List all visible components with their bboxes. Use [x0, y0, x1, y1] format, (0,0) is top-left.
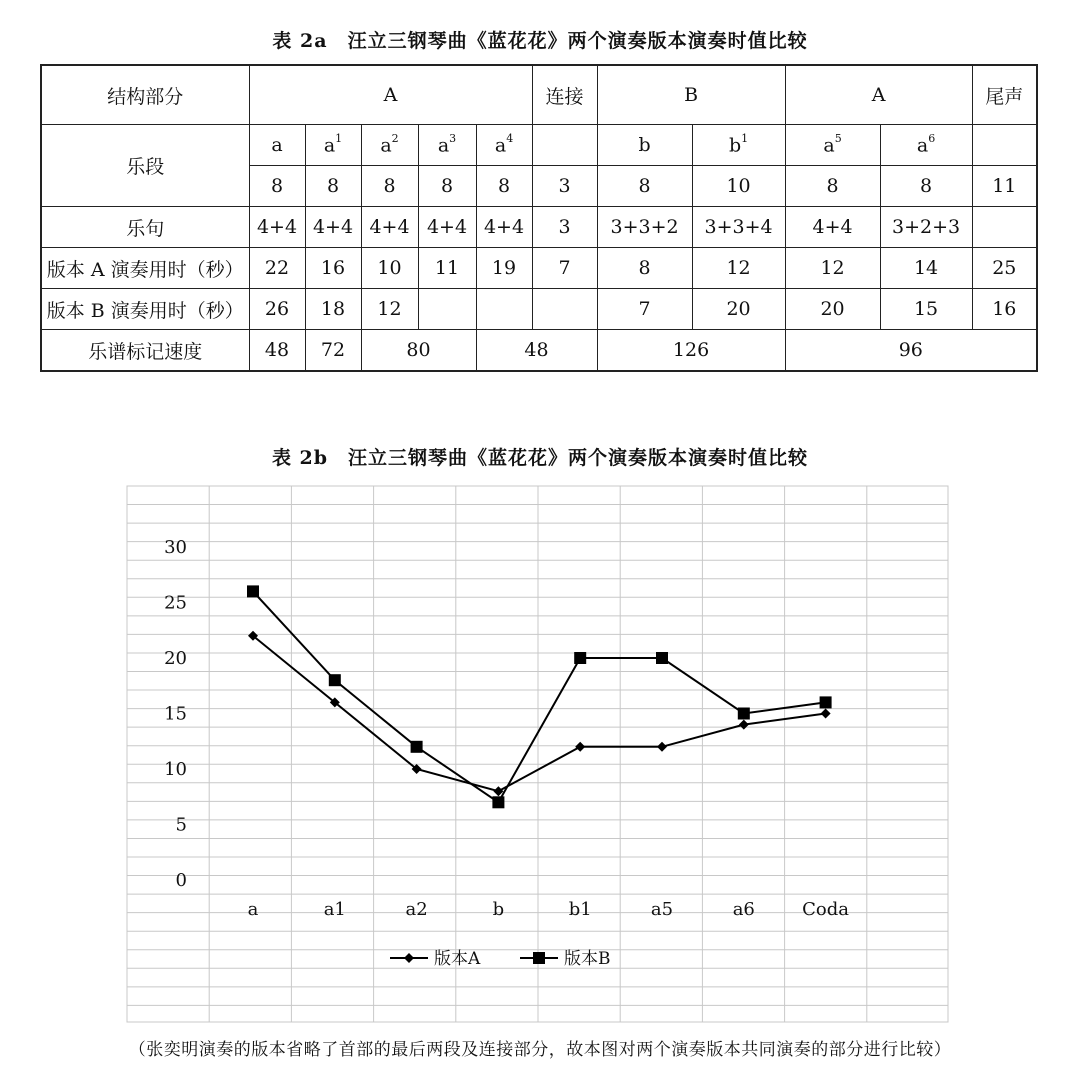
chart-footnote: （张奕明演奏的版本省略了首部的最后两段及连接部分，故本图对两个演奏版本共同演奏的部分进行比较）: [128, 1040, 952, 1060]
version-a-cell: 12: [692, 248, 785, 289]
x-tick-label: Coda: [802, 899, 850, 920]
version-b-cell: [418, 289, 476, 330]
bar-count-cell: 8: [880, 166, 972, 207]
section-cell: [880, 125, 972, 166]
version-b-cell: 20: [692, 289, 785, 330]
square-marker: [411, 741, 423, 753]
section-cell: [361, 125, 418, 166]
phrase-cell: 4+4: [249, 207, 305, 248]
series-line: [253, 591, 826, 802]
y-tick-label: 10: [164, 759, 187, 780]
header-section-b: B: [597, 65, 785, 125]
bar-count-cell: 8: [476, 166, 532, 207]
legend-label: 版本B: [564, 949, 611, 969]
square-marker: [820, 696, 832, 708]
y-tick-label: 0: [175, 870, 187, 891]
section-index: 1: [741, 131, 749, 145]
square-marker: [574, 652, 586, 664]
y-axis-ticks: [164, 537, 187, 891]
x-tick-label: a1: [323, 899, 346, 920]
phrase-cell: 3+2+3: [880, 207, 972, 248]
chart-2b-caption: 表 2b 汪立三钢琴曲《蓝花花》两个演奏版本演奏时值比较: [271, 447, 809, 469]
duration-comparison-table: [40, 64, 1038, 372]
y-tick-label: 15: [164, 703, 187, 725]
y-tick-label: 30: [164, 537, 187, 558]
phrase-cell: 4+4: [785, 207, 880, 248]
section-name: a: [823, 134, 835, 157]
table-row: [41, 207, 1037, 248]
x-tick-label: a5: [650, 899, 674, 920]
y-tick-label: 25: [164, 592, 187, 614]
section-index: 3: [449, 131, 457, 145]
bar-count-cell: 3: [532, 166, 597, 207]
y-tick-label: 5: [175, 814, 187, 836]
version-b-cell: [532, 289, 597, 330]
table-2a-caption: 表 2a 汪立三钢琴曲《蓝花花》两个演奏版本演奏时值比较: [272, 30, 808, 52]
section-cell: [972, 125, 1037, 166]
version-a-cell: 11: [418, 248, 476, 289]
square-marker: [492, 796, 504, 808]
diamond-marker: [404, 953, 414, 963]
version-a-cell: 12: [785, 248, 880, 289]
version-b-cell: [476, 289, 532, 330]
version-a-cell: 10: [361, 248, 418, 289]
legend-label: 版本A: [434, 949, 481, 969]
section-label: 乐段: [41, 125, 249, 207]
version-a-cell: 19: [476, 248, 532, 289]
diamond-marker: [657, 742, 667, 752]
square-marker: [738, 708, 750, 720]
version-b-cell: 18: [305, 289, 361, 330]
bar-count-cell: 8: [597, 166, 692, 207]
version-b-cell: 16: [972, 289, 1037, 330]
bar-count-cell: 10: [692, 166, 785, 207]
section-name: a: [380, 134, 392, 157]
square-marker: [533, 952, 545, 964]
section-index: 5: [834, 131, 842, 145]
phrase-cell: 4+4: [361, 207, 418, 248]
series-version-b: [247, 585, 832, 808]
phrase-cell: 4+4: [418, 207, 476, 248]
phrase-cell: 3+3+4: [692, 207, 785, 248]
version-a-cell: 16: [305, 248, 361, 289]
header-link: 连接: [532, 65, 597, 125]
section-cell: [597, 125, 692, 166]
section-cell: [305, 125, 361, 166]
tempo-cell: 80: [361, 330, 476, 372]
version-a-label: 版本 A 演奏用时（秒）: [41, 248, 249, 289]
phrase-cell: 3: [532, 207, 597, 248]
version-b-cell: 15: [880, 289, 972, 330]
header-coda: 尾声: [972, 65, 1037, 125]
version-a-cell: 22: [249, 248, 305, 289]
section-name: a: [323, 134, 336, 157]
bar-count-cell: 8: [361, 166, 418, 207]
x-tick-label: a: [247, 899, 259, 920]
version-b-cell: 7: [597, 289, 692, 330]
phrase-label: 乐句: [41, 207, 249, 248]
chart-series: [247, 585, 832, 808]
version-b-label: 版本 B 演奏用时（秒）: [41, 289, 249, 330]
x-tick-label: a6: [732, 899, 755, 920]
header-section-a1: A: [249, 65, 532, 125]
square-marker: [656, 652, 668, 664]
tempo-cell: 96: [785, 330, 1037, 372]
tempo-cell: 48: [249, 330, 305, 372]
bar-count-cell: 8: [785, 166, 880, 207]
diamond-marker: [739, 720, 749, 730]
header-label: 结构部分: [41, 65, 249, 125]
line-chart: [0, 470, 1080, 1030]
section-name: a: [494, 134, 507, 157]
table-row: [41, 248, 1037, 289]
chart-legend: [390, 949, 611, 969]
diamond-marker: [821, 709, 831, 719]
x-axis-ticks: [248, 899, 850, 920]
table-row: [41, 289, 1037, 330]
version-b-cell: 26: [249, 289, 305, 330]
section-cell: [418, 125, 476, 166]
version-a-cell: 14: [880, 248, 972, 289]
version-b-cell: 20: [785, 289, 880, 330]
section-name: a: [437, 134, 450, 157]
phrase-cell: 4+4: [476, 207, 532, 248]
version-a-cell: 8: [597, 248, 692, 289]
version-a-cell: 25: [972, 248, 1037, 289]
x-tick-label: a2: [405, 899, 428, 920]
bar-count-cell: 11: [972, 166, 1037, 207]
section-index: 4: [506, 131, 514, 145]
section-index: 1: [335, 131, 343, 145]
section-cell: [532, 125, 597, 166]
square-marker: [329, 674, 341, 686]
bar-count-cell: 8: [249, 166, 305, 207]
square-marker: [247, 585, 259, 597]
phrase-cell: 3+3+2: [597, 207, 692, 248]
tempo-cell: 126: [597, 330, 785, 372]
x-tick-label: b1: [568, 899, 592, 920]
x-tick-label: b: [492, 899, 505, 920]
section-cell: [785, 125, 880, 166]
table-row: [41, 330, 1037, 372]
section-cell: [476, 125, 532, 166]
table-row: [41, 125, 1037, 166]
section-name: a: [271, 134, 283, 156]
version-b-cell: 12: [361, 289, 418, 330]
phrase-cell: 4+4: [305, 207, 361, 248]
y-tick-label: 20: [164, 648, 187, 669]
bar-count-cell: 8: [418, 166, 476, 207]
chart-grid: [127, 486, 948, 1022]
section-name: a: [916, 134, 929, 157]
section-name: b: [728, 134, 742, 157]
section-name: b: [638, 134, 651, 156]
section-cell: [692, 125, 785, 166]
diamond-marker: [575, 742, 585, 752]
bar-count-cell: 8: [305, 166, 361, 207]
section-index: 6: [928, 131, 936, 145]
section-cell: [249, 125, 305, 166]
table-row: [41, 65, 1037, 125]
version-a-cell: 7: [532, 248, 597, 289]
phrase-cell: [972, 207, 1037, 248]
tempo-cell: 72: [305, 330, 361, 372]
section-index: 2: [391, 131, 399, 145]
header-section-a2: A: [785, 65, 972, 125]
tempo-label: 乐谱标记速度: [41, 330, 249, 372]
tempo-cell: 48: [476, 330, 597, 372]
